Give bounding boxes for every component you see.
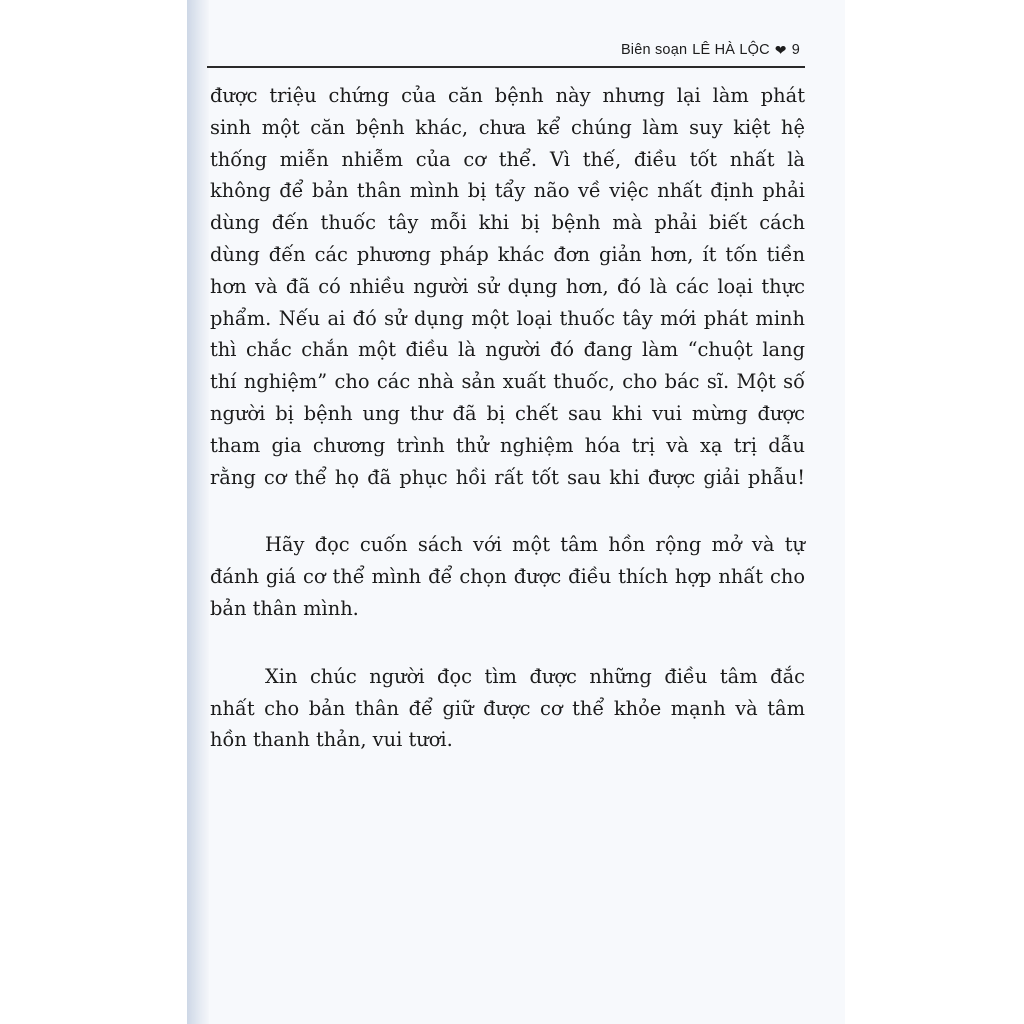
text-line: rằng cơ thể họ đã phục hồi rất tốt sau khi được giải phẫu!: [210, 465, 805, 489]
text-line: dùng đến các phương pháp khác đơn giản hơn, ít tốn tiền: [210, 242, 805, 266]
text-line: sinh một căn bệnh khác, chưa kể chúng làm suy kiệt hệ: [210, 115, 805, 139]
paragraph-2: [210, 529, 805, 624]
text-line: đánh giá cơ thể mình để chọn được điều thích hợp nhất cho: [210, 565, 805, 589]
text-line: hồn thanh thản, vui tươi.: [210, 728, 453, 752]
heart-icon: ❤: [774, 42, 787, 58]
paragraph-3: [210, 661, 805, 756]
text-line: Hãy đọc cuốn sách với một tâm hồn rộng mở và tự: [265, 533, 805, 557]
text-line: tham gia chương trình thử nghiệm hóa trị và xạ trị dẫu: [210, 433, 805, 457]
text-line: phẩm. Nếu ai đó sử dụng một loại thuốc tây mới phát minh: [210, 306, 805, 330]
text-line: thống miễn nhiễm của cơ thể. Vì thế, điều tốt nhất là: [210, 147, 805, 171]
text-line: không để bản thân mình bị tẩy não về việc nhất định phải: [210, 179, 805, 203]
text-line: thì chắc chắn một điều là người đó đang làm “chuột lang: [210, 338, 805, 362]
paragraph-1: [210, 80, 805, 493]
text-line: nhất cho bản thân để giữ được cơ thể khỏe mạnh và tâm: [210, 696, 805, 720]
page-number: 9: [791, 42, 800, 58]
text-line: thí nghiệm” cho các nhà sản xuất thuốc, cho bác sĩ. Một số: [210, 370, 805, 394]
author-prefix: Biên soạn: [620, 42, 688, 58]
text-line: dùng đến thuốc tây mỗi khi bị bệnh mà phải biết cách: [210, 211, 805, 235]
text-line: Xin chúc người đọc tìm được những điều tâm đắc: [265, 664, 805, 688]
text-line: được triệu chứng của căn bệnh này nhưng lại làm phát: [210, 84, 805, 107]
text-line: bản thân mình.: [210, 596, 359, 620]
scan-margin: [845, 0, 1024, 1024]
running-header: [600, 38, 800, 62]
paragraph-gap: [210, 625, 805, 661]
author-name: LÊ HÀ LỘC: [692, 42, 770, 58]
body-text: [210, 80, 805, 756]
text-line: hơn và đã có nhiều người sử dụng hơn, đó là các loại thực: [210, 274, 805, 298]
book-spine-shadow: [187, 0, 209, 1024]
text-line: người bị bệnh ung thư đã bị chết sau khi vui mừng được: [210, 401, 805, 425]
header-rule: [207, 66, 805, 68]
paragraph-gap: [210, 493, 805, 529]
